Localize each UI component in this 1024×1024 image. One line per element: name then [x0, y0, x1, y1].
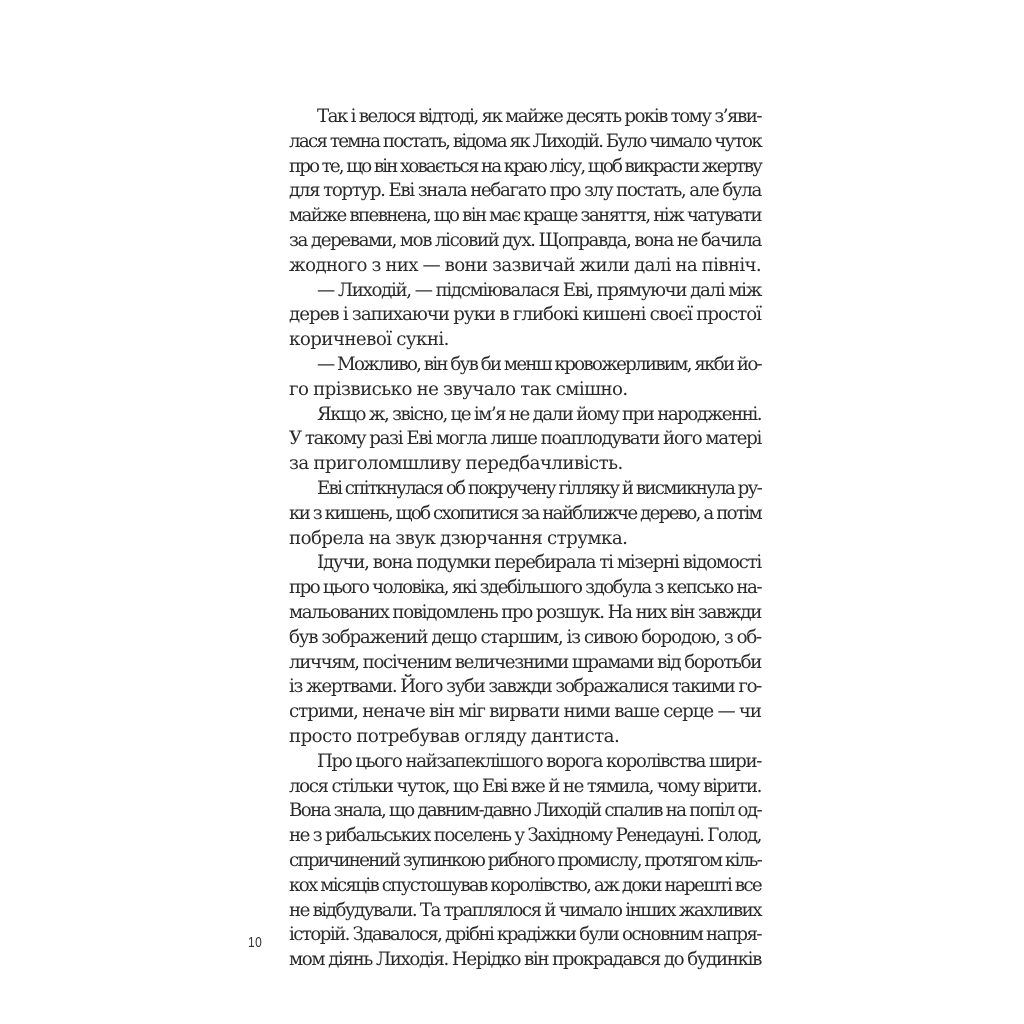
text-line: Якщо ж, звісно, це ім’я не дали йому при народженні.	[317, 403, 761, 425]
text-line: спричинений зупинкою рибного промислу, протягом кіль-	[289, 849, 761, 871]
text-line: не відбудували. Та траплялося й чимало інших жахливих	[289, 899, 761, 921]
text-line: коричневої сукні.	[289, 329, 449, 351]
text-line: — Можливо, він був би менш кровожерливим, якби йо-	[317, 353, 761, 375]
text-line: не з рибальських поселень у Західному Ренедауні. Голод,	[289, 825, 761, 847]
text-line: У такому разі Еві могла лише поаплодувати його матері	[289, 428, 761, 450]
text-line: за приголомшливу передбачливість.	[289, 453, 623, 475]
text-line: про те, що він ховається на краю лісу, щоб викрасти жертву	[289, 155, 761, 177]
text-line: лася темна постать, відома як Лиходій. Було чимало чуток	[289, 130, 761, 152]
text-line: жодного з них — вони зазвичай жили далі на північ.	[289, 254, 761, 276]
text-line: Ідучи, вона подумки перебирала ті мізерні відомості	[317, 552, 761, 574]
text-line: просто потребував огляду дантиста.	[289, 725, 620, 747]
text-line: мом діянь Лиходія. Нерідко він прокрадався до будинків	[289, 949, 761, 971]
text-line: лося стільки чуток, що Еві вже й не тямила, чому вірити.	[289, 775, 761, 797]
text-line: Еві спіткнулася об покручену гілляку й висмикнула ру-	[317, 477, 761, 499]
text-line: був зображений дещо старшим, із сивою бородою, з об-	[289, 626, 761, 648]
text-line: мальованих повідомлень про розшук. На них він завжди	[289, 601, 761, 623]
text-line: личчям, посіченим величезними шрамами від боротьби	[289, 651, 761, 673]
text-line: Про цього найзапеклішого ворога королівства шири-	[317, 750, 761, 772]
body-text	[289, 105, 761, 973]
text-line: майже впевнена, що він має краще заняття, ніж чатувати	[289, 205, 761, 227]
text-line: го прізвисько не звучало так смішно.	[289, 378, 628, 400]
text-line: дерев і запихаючи руки в глибокі кишені своєї простої	[289, 304, 761, 326]
page-number: 10	[248, 934, 263, 951]
text-line: про цього чоловіка, які здебільшого здобула з кепсько на-	[289, 577, 761, 599]
text-line: побрела на звук дзюрчання струмка.	[289, 527, 628, 549]
text-line: Вона знала, що давним-давно Лиходій спалив на попіл од-	[289, 800, 761, 822]
text-line: історій. Здавалося, дрібні крадіжки були основним напря-	[289, 924, 761, 946]
text-line: — Лиходій, — підсміювалася Еві, прямуючи далі між	[317, 279, 761, 301]
text-line: кох місяців спустошував королівство, аж доки нарешті все	[289, 874, 761, 896]
text-line: за деревами, мов лісовий дух. Щоправда, вона не бачила	[289, 229, 761, 251]
text-line: стрими, неначе він міг вирвати ними ваше серце — чи	[289, 701, 761, 723]
text-line: для тортур. Еві знала небагато про злу постать, але була	[289, 180, 761, 202]
text-line: Так і велося відтоді, як майже десять років тому з’яви-	[317, 106, 761, 127]
text-line: із жертвами. Його зуби завжди зображалися такими го-	[289, 676, 761, 698]
text-line: ки з кишень, щоб схопитися за найближче дерево, а потім	[289, 502, 761, 524]
